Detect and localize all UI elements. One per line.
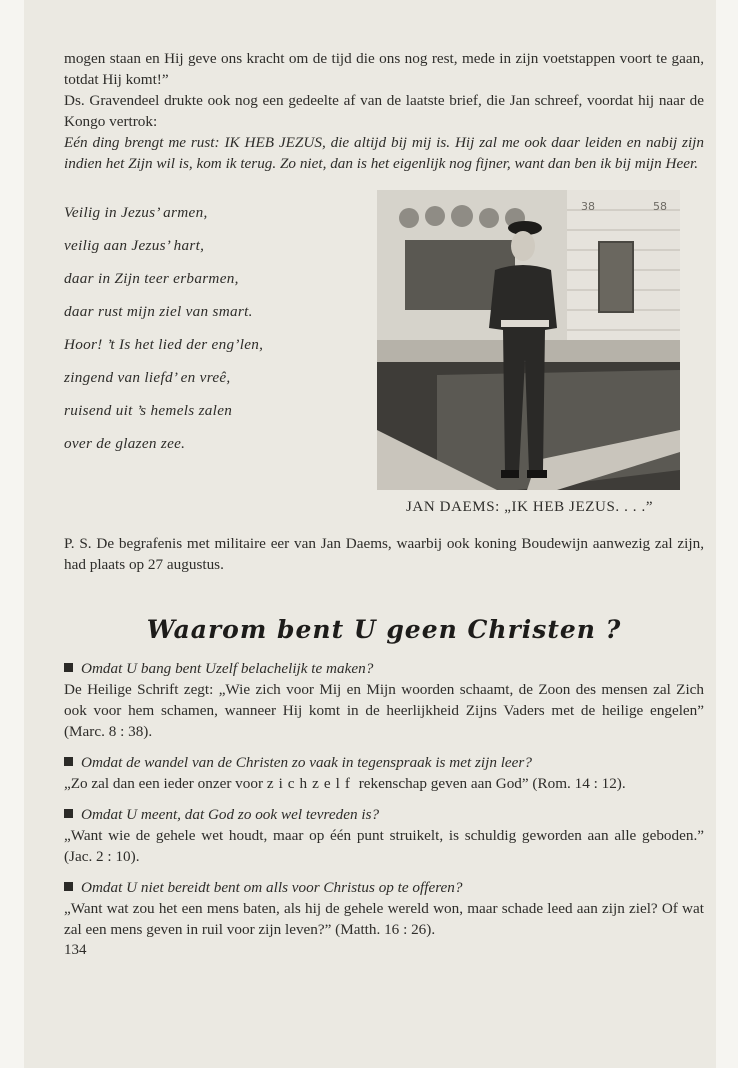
square-bullet-icon xyxy=(64,663,73,672)
question-text: Omdat U meent, dat God zo ook wel tevreden is? xyxy=(81,806,380,823)
answer xyxy=(64,773,704,794)
text-column xyxy=(64,48,704,959)
poem-line: ruisend uit ’s hemels zalen xyxy=(64,402,233,419)
qa-item xyxy=(64,658,704,742)
poem-line: Hoor! ’t Is het lied der eng’len, xyxy=(64,336,264,353)
answer: „Want wat zou het een mens baten, als hij de gehele wereld won, maar schade leed aan zijn ziel? Of wat zal een mens geven in ruil voor zijn leven?” (Matth. 16 : 26). xyxy=(64,900,704,938)
question-text: Omdat U niet bereidt bent om alls voor Christus op te offeren? xyxy=(81,879,463,896)
question xyxy=(64,877,704,898)
wall-number: 38 xyxy=(581,200,595,213)
wall-number: 58 xyxy=(653,200,667,213)
question xyxy=(64,804,704,825)
poem-line: daar rust mijn ziel van smart. xyxy=(64,303,253,320)
question-text: Omdat de wandel van de Christen zo vaak in tegenspraak is met zijn leer? xyxy=(81,754,532,771)
letter-quote: Eén ding brengt me rust: IK HEB JEZUS, die altijd bij mij is. Hij zal me ook daar leiden en nabij zijn indien het Zijn wil is, kom ik terug. Zo niet, dan is het eigenlijk nog fijner, want dan ben ik bij mijn Heer. xyxy=(64,134,704,172)
question-text: Omdat U bang bent Uzelf belachelijk te maken? xyxy=(81,660,374,677)
page-number: 134 xyxy=(64,942,87,958)
poem xyxy=(64,196,349,460)
postscript: P. S. De begrafenis met militaire eer van Jan Daems, waarbij ook koning Boudewijn aanwezig zal zijn, had plaats op 27 augustus. xyxy=(64,535,704,573)
poem-and-photo xyxy=(64,182,704,527)
photo-caption: JAN DAEMS: „IK HEB JEZUS. . . .” xyxy=(406,499,654,515)
question xyxy=(64,658,704,679)
poem-line: daar in Zijn teer erbarmen, xyxy=(64,270,239,287)
poem-line: veilig aan Jezus’ hart, xyxy=(64,237,205,254)
photo-jan-daems xyxy=(377,190,680,490)
qa-item xyxy=(64,752,704,794)
intro-paragraph-2: Ds. Gravendeel drukte ook nog een gedeelte af van de laatste brief, die Jan schreef, voordat hij naar de Kongo vertrok: xyxy=(64,92,704,130)
intro-paragraph-1: mogen staan en Hij geve ons kracht om de tijd die ons nog rest, mede in zijn voetstappen voort te gaan, totdat Hij komt!” xyxy=(64,50,704,88)
qa-item xyxy=(64,877,704,940)
square-bullet-icon xyxy=(64,757,73,766)
poem-line: over de glazen zee. xyxy=(64,435,186,452)
answer: De Heilige Schrift zegt: „Wie zich voor Mij en Mijn woorden schaamt, de Zoon des mensen zal Zich ook voor hem schamen, wanneer Hij komt in de heerlijkheid Zijns Vaders met de heilige engelen” (Marc. 8 : 38). xyxy=(64,681,704,740)
question xyxy=(64,752,704,773)
soldier-photo-illustration xyxy=(377,190,680,490)
page xyxy=(24,0,716,1068)
poem-line: zingend van liefd’ en vreê, xyxy=(64,369,231,386)
qa-item xyxy=(64,804,704,867)
poem-line: Veilig in Jezus’ armen, xyxy=(64,204,208,221)
square-bullet-icon xyxy=(64,809,73,818)
section-heading: Waarom bent U geen Christen ? xyxy=(146,615,622,644)
square-bullet-icon xyxy=(64,882,73,891)
answer-part: rekenschap geven aan God” (Rom. 14 : 12). xyxy=(354,775,626,792)
answer-part: „Zo zal dan een ieder onzer voor xyxy=(64,775,267,792)
answer-emphasis: zichzelf xyxy=(266,775,355,792)
answer: „Want wie de gehele wet houdt, maar op één punt struikelt, is schuldig geworden aan alle geboden.” (Jac. 2 : 10). xyxy=(64,827,704,865)
